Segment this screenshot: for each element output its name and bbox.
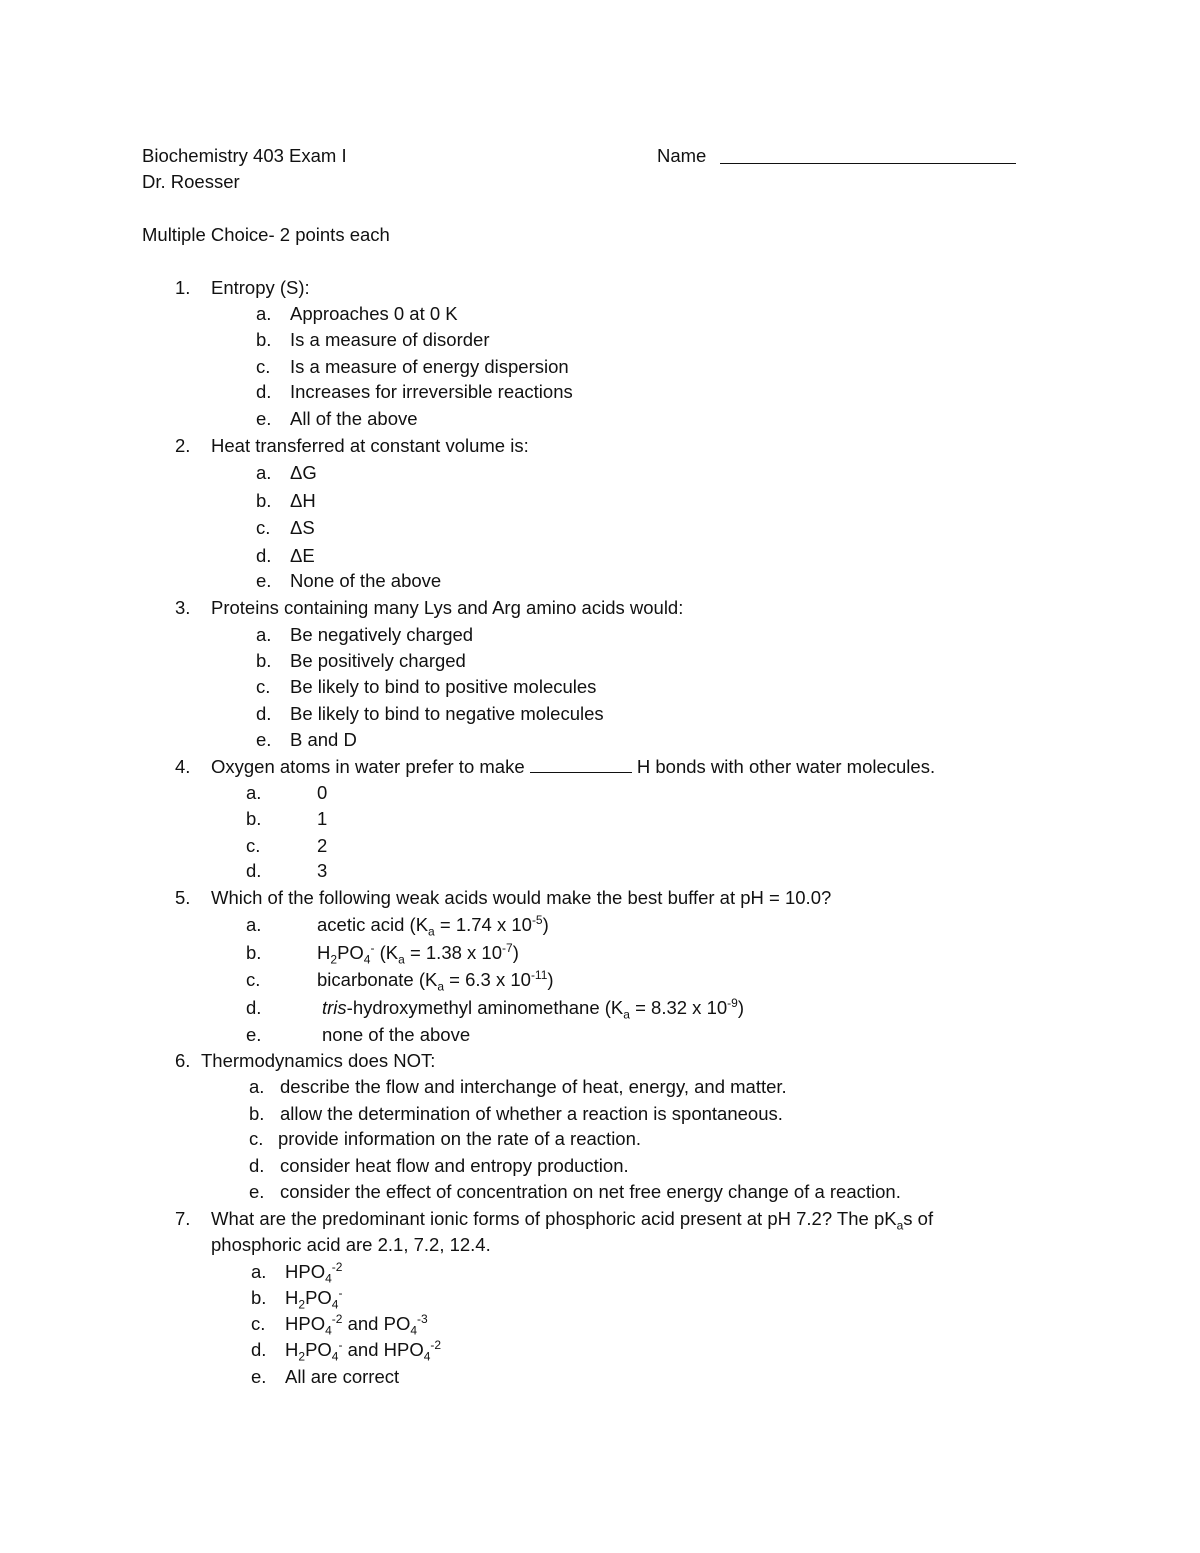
option-letter: b. xyxy=(251,1287,267,1308)
question-number: 5. xyxy=(175,887,191,908)
option-letter: b. xyxy=(249,1103,265,1124)
section-title: Multiple Choice- 2 points each xyxy=(142,224,390,245)
option-text: Is a measure of energy dispersion xyxy=(290,356,569,377)
option-text: provide information on the rate of a reaction. xyxy=(278,1128,642,1149)
option-text: none of the above xyxy=(322,1024,471,1045)
option-text: $H_2PO_4^-$ xyxy=(285,1285,343,1312)
option-text: $H_2PO_4^-$ ($K_a = 1.38$ x $10^{-7}$) xyxy=(317,940,519,967)
question-text: Thermodynamics does NOT: xyxy=(201,1050,436,1071)
option-letter: a. xyxy=(246,782,262,803)
question-text-after: H bonds with other water molecules. xyxy=(636,756,936,777)
option-text: $HPO_4^{-2}$ xyxy=(285,1259,343,1286)
option-letter: b. xyxy=(246,808,262,829)
option-letter: c. xyxy=(256,676,271,697)
question-number: 1. xyxy=(175,277,191,298)
option-letter: c. xyxy=(246,969,261,990)
name-label: Name xyxy=(657,145,707,166)
option-letter: e. xyxy=(256,570,272,591)
option-letter: c. xyxy=(256,517,271,538)
question-number: 4. xyxy=(175,756,191,777)
option-text: Increases for irreversible reactions xyxy=(290,381,573,402)
option-letter: b. xyxy=(256,490,272,511)
option-letter: d. xyxy=(251,1339,267,1360)
option-text: ΔG xyxy=(290,462,317,483)
option-text: ΔS xyxy=(290,517,315,538)
option-text: consider heat flow and entropy production. xyxy=(280,1155,629,1176)
instructor-name: Dr. Roesser xyxy=(142,171,240,192)
option-letter: e. xyxy=(249,1181,265,1202)
option-letter: e. xyxy=(256,729,272,750)
option-text: Approaches 0 at 0 K xyxy=(290,303,458,324)
option-text: 1 xyxy=(317,808,328,829)
option-text: None of the above xyxy=(290,570,442,591)
option-letter: e. xyxy=(246,1024,262,1045)
option-text: 2 xyxy=(317,835,328,856)
option-text: 0 xyxy=(317,782,328,803)
option-letter: a. xyxy=(249,1076,265,1097)
question-text: Entropy (S): xyxy=(211,277,310,298)
option-text: Is a measure of disorder xyxy=(290,329,490,350)
option-text: allow the determination of whether a reaction is spontaneous. xyxy=(280,1103,783,1124)
option-letter: d. xyxy=(256,703,272,724)
option-letter: d. xyxy=(256,545,272,566)
option-text: Be likely to bind to positive molecules xyxy=(290,676,597,697)
option-text: describe the flow and interchange of heat, energy, and matter. xyxy=(280,1076,787,1097)
option-letter: c. xyxy=(246,835,261,856)
option-letter: d. xyxy=(246,860,262,881)
question-text: Which of the following weak acids would make the best buffer at pH = 10.0? xyxy=(211,887,832,908)
option-letter: a. xyxy=(251,1261,267,1282)
option-text: Be negatively charged xyxy=(290,624,474,645)
question-text-line2: phosphoric acid are 2.1, 7.2, 12.4. xyxy=(211,1234,491,1255)
option-letter: d. xyxy=(246,997,262,1018)
option-letter: a. xyxy=(256,303,272,324)
option-text: bicarbonate ($K_a = 6.3$ x $10^{-11}$) xyxy=(317,967,554,994)
option-letter: b. xyxy=(246,942,262,963)
option-text: Be positively charged xyxy=(290,650,466,671)
fill-in-blank[interactable] xyxy=(530,757,632,773)
option-letter: b. xyxy=(256,650,272,671)
option-letter: a. xyxy=(246,914,262,935)
option-text: B and D xyxy=(290,729,357,750)
option-text: tris-hydroxymethyl aminomethane ($K_a = 8.32$ x $10^{-9}$) xyxy=(322,995,744,1022)
option-letter: c. xyxy=(251,1313,266,1334)
option-letter: c. xyxy=(249,1128,264,1149)
option-text: consider the effect of concentration on net free energy change of a reaction. xyxy=(280,1181,901,1202)
option-text: 3 xyxy=(317,860,328,881)
option-letter: a. xyxy=(256,624,272,645)
option-letter: e. xyxy=(256,408,272,429)
question-text-before: Oxygen atoms in water prefer to make xyxy=(211,756,525,777)
option-text: $HPO_4^{-2}$ and $PO_4^{-3}$ xyxy=(285,1311,428,1338)
option-text: $H_2PO_4^-$ and $HPO_4^{-2}$ xyxy=(285,1337,442,1364)
option-text: All are correct xyxy=(285,1366,400,1387)
question-number: 3. xyxy=(175,597,191,618)
question-text xyxy=(211,756,935,778)
name-blank-line[interactable] xyxy=(720,163,1016,164)
option-letter: d. xyxy=(249,1155,265,1176)
option-letter: e. xyxy=(251,1366,267,1387)
question-number: 2. xyxy=(175,435,191,456)
question-number: 6. xyxy=(175,1050,191,1071)
option-text: ΔE xyxy=(290,545,315,566)
option-letter: d. xyxy=(256,381,272,402)
option-text: Be likely to bind to negative molecules xyxy=(290,703,604,724)
option-letter: c. xyxy=(256,356,271,377)
option-text: ΔH xyxy=(290,490,316,511)
question-text: Heat transferred at constant volume is: xyxy=(211,435,529,456)
option-letter: b. xyxy=(256,329,272,350)
question-text: Proteins containing many Lys and Arg amino acids would: xyxy=(211,597,684,618)
course-title: Biochemistry 403 Exam I xyxy=(142,145,347,166)
option-text: acetic acid ($K_a = 1.74$ x $10^{-5}$) xyxy=(317,912,549,939)
question-text: What are the predominant ionic forms of phosphoric acid present at pH 7.2? The $pK_as$ of xyxy=(211,1208,934,1233)
option-letter: a. xyxy=(256,462,272,483)
question-number: 7. xyxy=(175,1208,191,1229)
option-text: All of the above xyxy=(290,408,418,429)
